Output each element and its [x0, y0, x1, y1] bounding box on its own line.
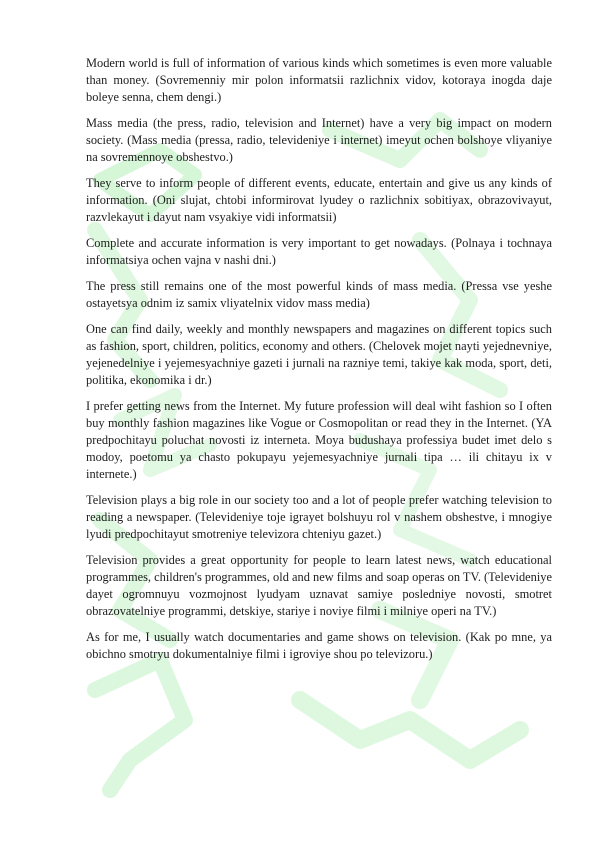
paragraph: Modern world is full of information of various kinds which sometimes is even more valuable than money. (Sovremenniy mir polon informatsii razlichnix vidov, kotoraya inogda daje boleye senna, chem dengi.) — [86, 56, 552, 104]
paragraph: Complete and accurate information is very important to get nowadays. (Polnaya i tochnaya informatsiya ochen vajna v nashi dni.) — [86, 236, 552, 267]
document-body — [86, 55, 552, 672]
paragraph: I prefer getting news from the Internet. My future profession will deal wiht fashion so I often buy monthly fashion magazines like Vogue or Cosmopolitan or read they in the Internet. (YA predpochitayu poluchat novosti iz interneta. Moya budushaya professiya budet imet delo s modoy, poetomu ya chasto pokupayu yejemesyachniye jurnali tipa … ili chitayu ix v internete.) — [86, 399, 552, 481]
paragraph: Mass media (the press, radio, television and Internet) have a very big impact on modern society. (Mass media (pressa, radio, televideniye i internet) imeyut ochen bolshoye vliyaniye na sovremennoye obshestvo.) — [86, 116, 552, 164]
paragraph: Television provides a great opportunity for people to learn latest news, watch educational programmes, children's programmes, old and new films and soap operas on TV. (Televideniye dayet ogromnuyu vozmojnost lyudyam uznavat samiye posledniye novosti, smotret obrazovatelniye programmi, detskiye, stariye i noviye filmi i milniye operi na TV.) — [86, 553, 552, 618]
paragraph: Television plays a big role in our society too and a lot of people prefer watching television to reading a newspaper. (Televideniye toje igrayet bolshuyu rol v nashem obshestve, i mnogiye lyudi predpochitayut smotreniye televizora chteniyu gazet.) — [86, 493, 552, 541]
paragraph: The press still remains one of the most powerful kinds of mass media. (Pressa vse yeshe ostayetsya odnim iz samix vliyatelnix vidov mass media) — [86, 279, 552, 310]
paragraph: As for me, I usually watch documentaries and game shows on television. (Kak po mne, ya obichno smotryu dokumentalniye filmi i igroviye shou po televizoru.) — [86, 630, 552, 661]
paragraph: They serve to inform people of different events, educate, entertain and give us any kinds of information. (Oni slujat, chtobi informirovat lyudey o razlichnix sobitiyax, obrazovivayut, razvlekayut i dayut nam vsyakiye vidi informatsii) — [86, 176, 552, 224]
paragraph: One can find daily, weekly and monthly newspapers and magazines on different topics such as fashion, sport, children, politics, economy and others. (Chelovek mojet nayti yejednevniye, yejenedelniye i yejemesyachniye gazeti i jurnali na razniye temi, takiye kak moda, sport, deti, politika, ekonomika i dr.) — [86, 322, 552, 387]
